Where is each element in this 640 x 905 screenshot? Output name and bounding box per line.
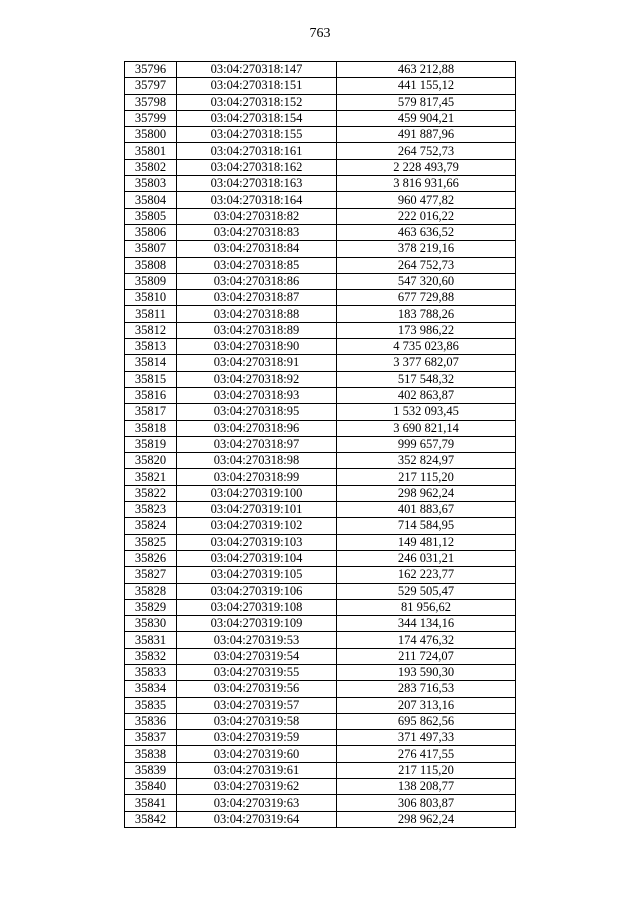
table-row [125, 436, 516, 452]
cadastral-value-cell: 3 690 821,14 [337, 420, 516, 436]
row-number-cell: 35824 [125, 518, 177, 534]
row-number-cell: 35825 [125, 534, 177, 550]
cadastral-value-cell: 3 816 931,66 [337, 176, 516, 192]
table-body [125, 62, 516, 828]
row-number-cell: 35840 [125, 779, 177, 795]
table-row [125, 241, 516, 257]
table-row [125, 94, 516, 110]
table-row [125, 567, 516, 583]
cadastral-number-cell: 03:04:270318:84 [177, 241, 337, 257]
cadastral-number-cell: 03:04:270319:64 [177, 811, 337, 827]
row-number-cell: 35818 [125, 420, 177, 436]
cadastral-value-cell: 217 115,20 [337, 469, 516, 485]
cadastral-value-cell: 529 505,47 [337, 583, 516, 599]
table-row [125, 599, 516, 615]
row-number-cell: 35808 [125, 257, 177, 273]
table-row [125, 224, 516, 240]
table-row [125, 746, 516, 762]
cadastral-value-cell: 491 887,96 [337, 127, 516, 143]
cadastral-value-cell: 298 962,24 [337, 485, 516, 501]
cadastral-number-cell: 03:04:270319:56 [177, 681, 337, 697]
cadastral-number-cell: 03:04:270319:58 [177, 713, 337, 729]
table-row [125, 208, 516, 224]
cadastral-number-cell: 03:04:270319:61 [177, 762, 337, 778]
cadastral-number-cell: 03:04:270318:92 [177, 371, 337, 387]
row-number-cell: 35809 [125, 273, 177, 289]
table-row [125, 306, 516, 322]
row-number-cell: 35806 [125, 224, 177, 240]
row-number-cell: 35804 [125, 192, 177, 208]
cadastral-number-cell: 03:04:270319:100 [177, 485, 337, 501]
row-number-cell: 35834 [125, 681, 177, 697]
row-number-cell: 35836 [125, 713, 177, 729]
cadastral-number-cell: 03:04:270319:57 [177, 697, 337, 713]
table-row [125, 681, 516, 697]
cadastral-number-cell: 03:04:270318:163 [177, 176, 337, 192]
cadastral-number-cell: 03:04:270318:97 [177, 436, 337, 452]
table-row [125, 273, 516, 289]
row-number-cell: 35837 [125, 730, 177, 746]
row-number-cell: 35823 [125, 502, 177, 518]
row-number-cell: 35800 [125, 127, 177, 143]
table-row [125, 453, 516, 469]
cadastral-number-cell: 03:04:270318:86 [177, 273, 337, 289]
row-number-cell: 35835 [125, 697, 177, 713]
table-row [125, 502, 516, 518]
cadastral-number-cell: 03:04:270319:105 [177, 567, 337, 583]
row-number-cell: 35801 [125, 143, 177, 159]
table-row [125, 779, 516, 795]
cadastral-number-cell: 03:04:270318:162 [177, 159, 337, 175]
cadastral-number-cell: 03:04:270319:55 [177, 664, 337, 680]
cadastral-value-cell: 3 377 682,07 [337, 355, 516, 371]
row-number-cell: 35815 [125, 371, 177, 387]
cadastral-value-cell: 138 208,77 [337, 779, 516, 795]
cadastral-value-cell: 211 724,07 [337, 648, 516, 664]
table-row [125, 730, 516, 746]
table-row [125, 355, 516, 371]
table-row [125, 420, 516, 436]
cadastral-value-cell: 264 752,73 [337, 143, 516, 159]
cadastral-number-cell: 03:04:270319:109 [177, 616, 337, 632]
row-number-cell: 35828 [125, 583, 177, 599]
cadastral-number-cell: 03:04:270319:62 [177, 779, 337, 795]
table-row [125, 257, 516, 273]
table-row [125, 534, 516, 550]
cadastral-number-cell: 03:04:270318:99 [177, 469, 337, 485]
row-number-cell: 35839 [125, 762, 177, 778]
cadastral-value-cell: 4 735 023,86 [337, 339, 516, 355]
cadastral-value-cell: 352 824,97 [337, 453, 516, 469]
cadastral-value-cell: 162 223,77 [337, 567, 516, 583]
cadastral-value-cell: 960 477,82 [337, 192, 516, 208]
cadastral-number-cell: 03:04:270318:89 [177, 322, 337, 338]
row-number-cell: 35842 [125, 811, 177, 827]
table-row [125, 192, 516, 208]
cadastral-value-cell: 401 883,67 [337, 502, 516, 518]
cadastral-number-cell: 03:04:270318:164 [177, 192, 337, 208]
cadastral-number-cell: 03:04:270319:60 [177, 746, 337, 762]
row-number-cell: 35797 [125, 78, 177, 94]
row-number-cell: 35813 [125, 339, 177, 355]
table-row [125, 713, 516, 729]
cadastral-number-cell: 03:04:270319:54 [177, 648, 337, 664]
table-row [125, 469, 516, 485]
table-row [125, 110, 516, 126]
table-row [125, 290, 516, 306]
cadastral-number-cell: 03:04:270318:87 [177, 290, 337, 306]
table-row [125, 550, 516, 566]
cadastral-number-cell: 03:04:270319:101 [177, 502, 337, 518]
row-number-cell: 35841 [125, 795, 177, 811]
table-row [125, 664, 516, 680]
cadastral-number-cell: 03:04:270319:59 [177, 730, 337, 746]
cadastral-value-cell: 173 986,22 [337, 322, 516, 338]
table-row [125, 518, 516, 534]
cadastral-number-cell: 03:04:270318:98 [177, 453, 337, 469]
table-row [125, 404, 516, 420]
table-row [125, 62, 516, 78]
table-row [125, 127, 516, 143]
cadastral-value-cell: 283 716,53 [337, 681, 516, 697]
table-row [125, 795, 516, 811]
cadastral-value-cell: 714 584,95 [337, 518, 516, 534]
cadastral-value-cell: 695 862,56 [337, 713, 516, 729]
cadastral-value-cell: 174 476,32 [337, 632, 516, 648]
row-number-cell: 35803 [125, 176, 177, 192]
cadastral-number-cell: 03:04:270318:85 [177, 257, 337, 273]
cadastral-number-cell: 03:04:270319:106 [177, 583, 337, 599]
table-row [125, 697, 516, 713]
row-number-cell: 35796 [125, 62, 177, 78]
cadastral-value-cell: 463 212,88 [337, 62, 516, 78]
row-number-cell: 35838 [125, 746, 177, 762]
table-row [125, 811, 516, 827]
row-number-cell: 35811 [125, 306, 177, 322]
cadastral-value-cell: 2 228 493,79 [337, 159, 516, 175]
row-number-cell: 35799 [125, 110, 177, 126]
row-number-cell: 35807 [125, 241, 177, 257]
cadastral-value-cell: 999 657,79 [337, 436, 516, 452]
cadastral-value-cell: 344 134,16 [337, 616, 516, 632]
table-row [125, 159, 516, 175]
table-row [125, 371, 516, 387]
cadastral-value-cell: 441 155,12 [337, 78, 516, 94]
cadastral-value-cell: 193 590,30 [337, 664, 516, 680]
cadastral-value-cell: 217 115,20 [337, 762, 516, 778]
cadastral-value-cell: 183 788,26 [337, 306, 516, 322]
table-row [125, 583, 516, 599]
row-number-cell: 35822 [125, 485, 177, 501]
row-number-cell: 35798 [125, 94, 177, 110]
cadastral-number-cell: 03:04:270318:90 [177, 339, 337, 355]
cadastral-number-cell: 03:04:270318:152 [177, 94, 337, 110]
row-number-cell: 35814 [125, 355, 177, 371]
cadastral-number-cell: 03:04:270318:88 [177, 306, 337, 322]
cadastral-value-cell: 298 962,24 [337, 811, 516, 827]
row-number-cell: 35812 [125, 322, 177, 338]
row-number-cell: 35821 [125, 469, 177, 485]
cadastral-number-cell: 03:04:270318:95 [177, 404, 337, 420]
cadastral-number-cell: 03:04:270318:147 [177, 62, 337, 78]
cadastral-value-table [124, 61, 516, 828]
cadastral-number-cell: 03:04:270318:83 [177, 224, 337, 240]
cadastral-value-cell: 306 803,87 [337, 795, 516, 811]
row-number-cell: 35829 [125, 599, 177, 615]
row-number-cell: 35817 [125, 404, 177, 420]
cadastral-number-cell: 03:04:270318:155 [177, 127, 337, 143]
cadastral-number-cell: 03:04:270319:63 [177, 795, 337, 811]
table-row [125, 648, 516, 664]
cadastral-number-cell: 03:04:270318:154 [177, 110, 337, 126]
table-row [125, 339, 516, 355]
page-number: 763 [309, 26, 331, 41]
cadastral-number-cell: 03:04:270319:102 [177, 518, 337, 534]
cadastral-number-cell: 03:04:270319:104 [177, 550, 337, 566]
row-number-cell: 35805 [125, 208, 177, 224]
row-number-cell: 35833 [125, 664, 177, 680]
cadastral-value-cell: 149 481,12 [337, 534, 516, 550]
cadastral-number-cell: 03:04:270318:96 [177, 420, 337, 436]
cadastral-value-cell: 378 219,16 [337, 241, 516, 257]
cadastral-number-cell: 03:04:270318:151 [177, 78, 337, 94]
row-number-cell: 35802 [125, 159, 177, 175]
cadastral-value-cell: 1 532 093,45 [337, 404, 516, 420]
table-row [125, 762, 516, 778]
cadastral-number-cell: 03:04:270318:161 [177, 143, 337, 159]
cadastral-value-cell: 459 904,21 [337, 110, 516, 126]
cadastral-value-cell: 517 548,32 [337, 371, 516, 387]
row-number-cell: 35831 [125, 632, 177, 648]
cadastral-value-cell: 463 636,52 [337, 224, 516, 240]
cadastral-value-cell: 547 320,60 [337, 273, 516, 289]
cadastral-number-cell: 03:04:270319:53 [177, 632, 337, 648]
cadastral-value-cell: 264 752,73 [337, 257, 516, 273]
row-number-cell: 35827 [125, 567, 177, 583]
cadastral-number-cell: 03:04:270319:103 [177, 534, 337, 550]
row-number-cell: 35816 [125, 387, 177, 403]
table-row [125, 322, 516, 338]
cadastral-number-cell: 03:04:270318:82 [177, 208, 337, 224]
table-row [125, 387, 516, 403]
cadastral-value-cell: 81 956,62 [337, 599, 516, 615]
row-number-cell: 35832 [125, 648, 177, 664]
table-row [125, 616, 516, 632]
row-number-cell: 35830 [125, 616, 177, 632]
cadastral-number-cell: 03:04:270318:91 [177, 355, 337, 371]
table-row [125, 143, 516, 159]
row-number-cell: 35826 [125, 550, 177, 566]
table-row [125, 632, 516, 648]
cadastral-value-cell: 402 863,87 [337, 387, 516, 403]
cadastral-value-cell: 207 313,16 [337, 697, 516, 713]
row-number-cell: 35819 [125, 436, 177, 452]
cadastral-value-cell: 371 497,33 [337, 730, 516, 746]
cadastral-number-cell: 03:04:270319:108 [177, 599, 337, 615]
table-row [125, 78, 516, 94]
table-row [125, 176, 516, 192]
cadastral-value-cell: 276 417,55 [337, 746, 516, 762]
table-row [125, 485, 516, 501]
cadastral-value-cell: 246 031,21 [337, 550, 516, 566]
cadastral-value-cell: 579 817,45 [337, 94, 516, 110]
cadastral-number-cell: 03:04:270318:93 [177, 387, 337, 403]
cadastral-value-cell: 222 016,22 [337, 208, 516, 224]
row-number-cell: 35820 [125, 453, 177, 469]
row-number-cell: 35810 [125, 290, 177, 306]
cadastral-value-cell: 677 729,88 [337, 290, 516, 306]
